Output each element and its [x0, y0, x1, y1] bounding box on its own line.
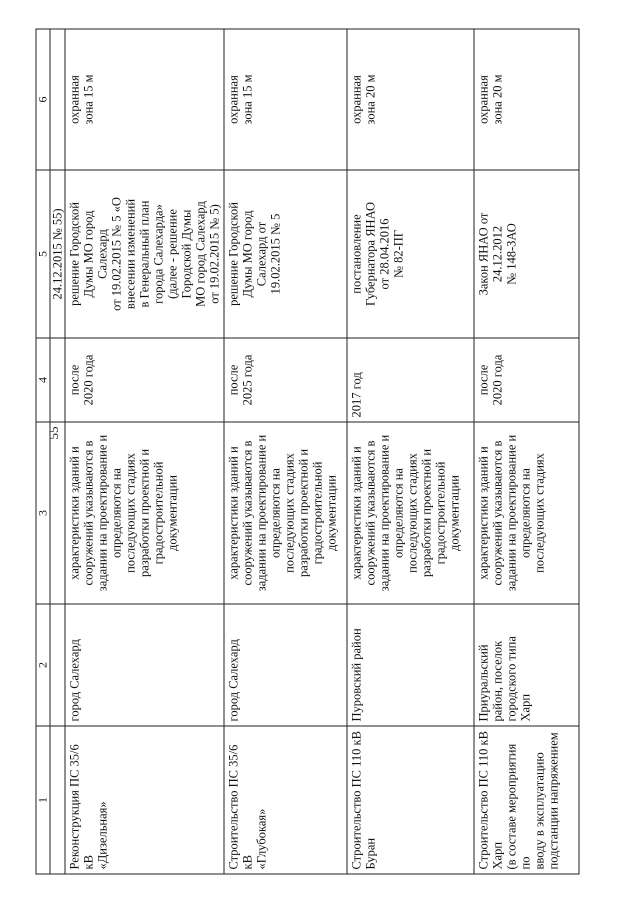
term-cell: 2017 год	[347, 338, 474, 422]
basis-cell: решение Городской Думы МО город Салехард от 19.02.2015 № 5 «О внесении изменений в Генеральный план города Салехарда» (далее - решение Городской Думы МО город Салехард от 19.02.2015 № 5)	[65, 170, 224, 338]
page-number: 55	[46, 426, 61, 440]
header-col-2: 2	[36, 604, 50, 726]
term-cell: после 2020 года	[474, 338, 579, 422]
continuation-row	[50, 29, 65, 874]
location-cell: город Салехард	[65, 604, 224, 726]
header-row	[36, 29, 50, 874]
zone-cell: охранная зона 15 м	[224, 29, 347, 170]
zone-cell: охранная зона 15 м	[65, 29, 224, 170]
object-cell: Строительство ПС 110 кВ Харп (в составе мероприятия по вводу в эксплуатацию подстанции напряжением	[474, 726, 579, 874]
header-col-6: 6	[36, 29, 50, 170]
characteristics-cell: характеристики зданий и сооружений указываются в задании на проектирование и определяются на последующих стадиях разработки проектной и градостроительной документации	[65, 422, 224, 604]
location-cell: Пуровский район	[347, 604, 474, 726]
table-row	[65, 29, 224, 874]
location-cell: город Салехард	[224, 604, 347, 726]
characteristics-cell: характеристики зданий и сооружений указываются в задании на проектирование и определяются на последующих стадиях разработки проектной и градостроительной документации	[347, 422, 474, 604]
header-col-4: 4	[36, 338, 50, 422]
object-cell: Реконструкция ПС 35/6 кВ «Дизельная»	[65, 726, 224, 874]
term-cell: после 2025 года	[224, 338, 347, 422]
continuation-text: 24.12.2015 № 55)	[50, 170, 65, 338]
basis-cell: решение Городской Думы МО город Салехард от 19.02.2015 № 5	[224, 170, 347, 338]
header-col-3: 3	[36, 422, 50, 604]
header-col-5: 5	[36, 170, 50, 338]
table-row	[347, 29, 474, 874]
infrastructure-table	[35, 29, 579, 875]
basis-cell: постановление Губернатора ЯНАО от 28.04.2016 № 82-ПГ	[347, 170, 474, 338]
object-cell: Строительство ПС 35/6 кВ «Глубокая»	[224, 726, 347, 874]
characteristics-cell: характеристики зданий и сооружений указываются в задании на проектирование и определяются на последующих стадиях разработки проектной и градостроительной документации	[224, 422, 347, 604]
rotated-page	[35, 30, 605, 875]
term-cell: после 2020 года	[65, 338, 224, 422]
location-cell: Приуральский район, поселок городского типа Харп	[474, 604, 579, 726]
zone-cell: охранная зона 20 м	[347, 29, 474, 170]
object-cell: Строительство ПС 110 кВ Буран	[347, 726, 474, 874]
table-row	[474, 29, 579, 874]
zone-cell: охранная зона 20 м	[474, 29, 579, 170]
table-row	[224, 29, 347, 874]
header-col-1: 1	[36, 726, 50, 874]
basis-cell: Закон ЯНАО от 24.12.2012 № 148-ЗАО	[474, 170, 579, 338]
characteristics-cell: характеристики зданий и сооружений указываются в задании на проектирование и определяются на последующих стадиях	[474, 422, 579, 604]
